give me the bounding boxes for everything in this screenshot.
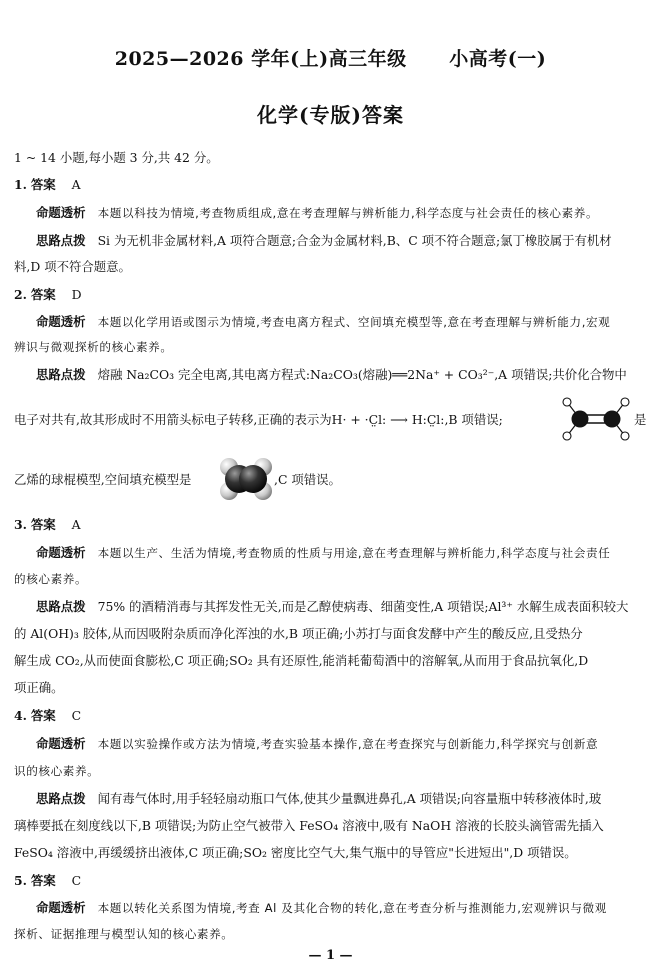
q3-hint — [36, 599, 628, 615]
q1-hint — [36, 233, 612, 249]
q2-answer-value: D — [71, 287, 82, 302]
q4-analysis-label: 命题透析 — [36, 736, 86, 751]
q2-analysis-text-2: 辨识与微观探析的核心素养。 — [14, 340, 173, 354]
q3-answer-line — [14, 517, 81, 533]
q2-analysis-label: 命题透析 — [36, 314, 86, 329]
q5-answer-value: C — [71, 873, 82, 888]
q2-answer-line — [14, 287, 82, 303]
q2-hint-text-3b: ,C 项错误。 — [274, 472, 341, 487]
q2-answer-label: 答案 — [30, 287, 56, 302]
q2-number: 2. — [14, 287, 27, 302]
q4-hint-label: 思路点拨 — [36, 791, 86, 806]
q1-answer-label: 答案 — [30, 177, 56, 192]
q5-analysis-text-1: 本题以转化关系图为情境,考查 Al 及其化合物的转化,意在考查分析与推测能力,宏观辨识与微观 — [97, 901, 607, 915]
q5-number: 5. — [14, 873, 27, 888]
q1-answer-value: A — [71, 177, 81, 192]
q4-number: 4. — [14, 708, 27, 723]
q4-answer-label: 答案 — [30, 708, 56, 723]
q4-analysis — [36, 736, 598, 752]
q5-analysis-text-2: 探析、证据推理与模型认知的核心素养。 — [14, 927, 234, 941]
q4-hint-text-2: 璃棒要抵在刻度线以下,B 项错误;为防止空气被带入 FeSO₄ 溶液中,吸有 NaOH 溶液的长胶头滴管需先插入 — [14, 818, 604, 833]
q5-answer-line — [14, 873, 81, 889]
q4-answer-value: C — [71, 708, 82, 723]
q3-answer-label: 答案 — [30, 517, 56, 532]
q3-analysis-text-1: 本题以生产、生活为情境,考查物质的性质与用途,意在考查理解与辨析能力,科学态度与社会责任 — [97, 546, 611, 560]
page-number: — 1 — — [308, 948, 353, 963]
q1-analysis-label: 命题透析 — [36, 205, 86, 220]
q4-analysis-text-2: 识的核心素养。 — [14, 764, 100, 778]
q2-hint-text-2a: 电子对共有,故其形成时不用箭头标电子转移,正确的表示为H· + ·C̤l: ⟶ H:C̤l:,B 项错误; — [14, 412, 503, 427]
q3-analysis — [36, 545, 610, 561]
q1-hint-text-2: 料,D 项不符合题意。 — [14, 259, 131, 274]
q2-hint-text-2b: 是 — [634, 412, 647, 427]
q3-hint-text-1: 75% 的酒精消毒与其挥发性无关,而是乙醇使病毒、细菌变性,A 项错误;Al³⁺ 水解生成表面积较大 — [97, 599, 629, 614]
q5-analysis-label: 命题透析 — [36, 900, 86, 915]
q1-analysis-text: 本题以科技为情境,考查物质组成,意在考查理解与辨析能力,科学态度与社会责任的核心素养。 — [97, 206, 599, 220]
q3-number: 3. — [14, 517, 27, 532]
q2-hint-text-1: 熔融 Na₂CO₃ 完全电离,其电离方程式:Na₂CO₃(熔融)══2Na⁺ + CO₃²⁻,A 项错误;共价化合物中 — [97, 367, 627, 382]
q5-answer-label: 答案 — [30, 873, 56, 888]
q3-hint-text-2: 的 Al(OH)₃ 胶体,从而因吸附杂质而净化浑浊的水,B 项正确;小苏打与面食发酵中产生的酸反应,且受热分 — [14, 626, 583, 641]
q3-hint-text-4: 项正确。 — [14, 680, 64, 695]
q4-analysis-text-1: 本题以实验操作或方法为情境,考查实验基本操作,意在考查探究与创新能力,科学探究与创新意 — [97, 737, 599, 751]
q3-hint-text-3: 解生成 CO₂,从而使面食膨松,C 项正确;SO₂ 具有还原性,能消耗葡萄酒中的溶解氧,从而用于食品抗氧化,D — [14, 653, 589, 668]
q3-hint-label: 思路点拨 — [36, 599, 86, 614]
q4-answer-line — [14, 708, 81, 724]
q1-hint-label: 思路点拨 — [36, 233, 86, 248]
q4-hint — [36, 791, 601, 807]
q2-hint-text-3a: 乙烯的球棍模型,空间填充模型是 — [14, 472, 192, 487]
exam-title: 2025—2026 学年(上)高三年级 小高考(一) — [114, 48, 547, 70]
subject-title: 化学(专版)答案 — [257, 103, 404, 127]
intro-line: 1 ~ 14 小题,每小题 3 分,共 42 分。 — [14, 150, 219, 165]
ethylene-ball-stick-model-icon — [560, 393, 632, 445]
q1-analysis — [36, 205, 598, 221]
q5-analysis — [36, 900, 607, 916]
q1-number: 1. — [14, 177, 27, 192]
q3-answer-value: A — [71, 517, 81, 532]
q1-answer-line — [14, 177, 81, 193]
q3-analysis-label: 命题透析 — [36, 545, 86, 560]
ethylene-space-filling-model-icon — [218, 456, 274, 502]
q1-hint-text-1: Si 为无机非金属材料,A 项符合题意;合金为金属材料,B、C 项不符合题意;氯丁橡胶属于有机材 — [97, 233, 612, 248]
q2-analysis-text-1: 本题以化学用语或图示为情境,考查电离方程式、空间填充模型等,意在考查理解与辨析能力,宏观 — [97, 315, 611, 329]
q2-analysis — [36, 314, 610, 330]
q4-hint-text-1: 闻有毒气体时,用手轻轻扇动瓶口气体,使其少量飘进鼻孔,A 项错误;向容量瓶中转移液体时,玻 — [97, 791, 602, 806]
q2-hint — [36, 367, 627, 383]
q2-hint-label: 思路点拨 — [36, 367, 86, 382]
q3-analysis-text-2: 的核心素养。 — [14, 572, 88, 586]
q4-hint-text-3: FeSO₄ 溶液中,再缓缓挤出液体,C 项正确;SO₂ 密度比空气大,集气瓶中的导管应"长进短出",D 项错误。 — [14, 845, 577, 860]
